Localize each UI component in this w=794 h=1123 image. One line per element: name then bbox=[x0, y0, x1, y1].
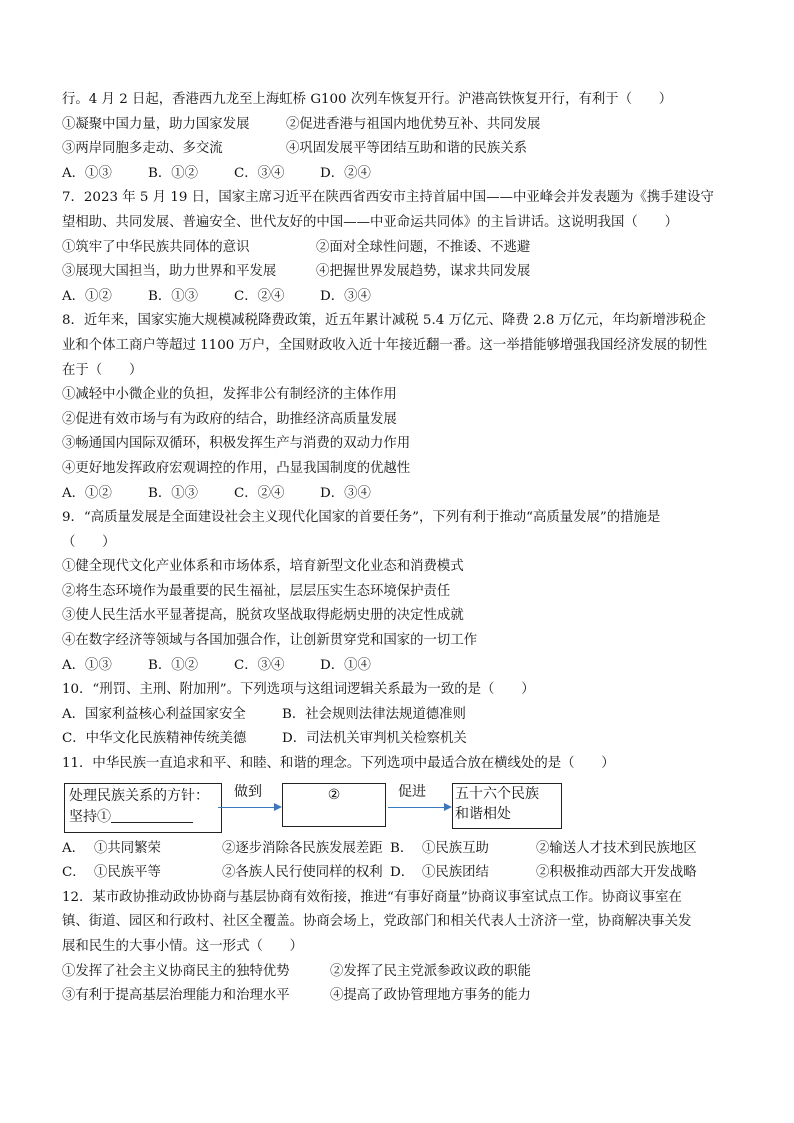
q8-stem-line3: 在于（ ） bbox=[62, 362, 143, 378]
q7-option-4: ④把握世界发展趋势，谋求共同发展 bbox=[316, 264, 531, 280]
q7-answer-a: A．①② bbox=[62, 288, 112, 304]
q7-answer-c: C．②④ bbox=[234, 288, 285, 304]
q11-arrow-1 bbox=[218, 807, 276, 808]
q12-stem-line1: 12．某市政协推动政协协商与基层协商有效衔接，推进“有事好商量”协商议事室试点工作。协商议事室在 bbox=[62, 889, 682, 905]
q11-answer-a-1: ①共同繁荣 bbox=[94, 840, 161, 856]
q8-stem-line1: 8．近年来，国家实施大规模减税降费政策，近五年累计减税 5.4 万亿元、降费 2.8 万亿元，年均新增涉税企 bbox=[62, 313, 706, 329]
q11-answer-c-key: C． bbox=[62, 865, 86, 881]
q12-stem-line2: 镇、街道、园区和行政村、社区全覆盖。协商会场上，党政部门和相关代表人士济济一堂，协商解决事关发 bbox=[62, 914, 692, 930]
q12-option-1: ①发挥了社会主义协商民主的独特优势 bbox=[62, 963, 290, 979]
q11-box-result-line2: 和谐相处 bbox=[455, 805, 511, 822]
q11-answer-c-2: ②各族人民行使同样的权利 bbox=[222, 865, 383, 881]
q6-option-4: ④巩固发展平等团结互助和谐的民族关系 bbox=[286, 141, 528, 157]
q6-options-row1 bbox=[62, 113, 742, 138]
q11-answer-b-key: B． bbox=[390, 840, 414, 856]
q8-option-3: ③畅通国内国际双循环，积极发挥生产与消费的双动力作用 bbox=[62, 436, 411, 452]
q11-answer-a-key: A． bbox=[62, 840, 86, 856]
q11-arrow-2 bbox=[388, 807, 446, 808]
q11-box-blank-2-label: ② bbox=[327, 786, 341, 803]
exam-page bbox=[62, 88, 742, 1009]
q11-answer-b-2: ②输送人才技术到民族地区 bbox=[536, 840, 697, 856]
q11-answer-d-1: ①民族团结 bbox=[422, 865, 489, 881]
q11-answers-row2 bbox=[62, 861, 742, 886]
q9-option-3: ③使人民生活水平显著提高，脱贫攻坚战取得彪炳史册的决定性成就 bbox=[62, 608, 464, 624]
q11-box-result bbox=[452, 783, 562, 829]
q6-answer-a: A．①③ bbox=[62, 165, 112, 181]
q8-stem-line2: 业和个体工商户等超过 1100 万户，全国财政收入近十年接近翻一番。这一举措能够增强我国经济发展的韧性 bbox=[62, 337, 708, 353]
q12-stem-line3: 展和民生的大事小情。这一形式（ ） bbox=[62, 939, 304, 954]
q6-option-1: ①凝聚中国力量，助力国家发展 bbox=[62, 116, 250, 132]
q11-box-result-line1: 五十六个民族 bbox=[455, 785, 539, 802]
q6-answer-b: B．①② bbox=[148, 165, 199, 181]
q11-flow-diagram bbox=[62, 781, 742, 837]
q12-options-row2 bbox=[62, 984, 742, 1009]
q9-option-1: ①健全现代文化产业体系和市场体系，培育新型文化业态和消费模式 bbox=[62, 559, 464, 575]
q11-box-policy-label: 坚持① bbox=[69, 808, 111, 825]
q10-answer-d: D．司法机关审判机关检察机关 bbox=[282, 731, 467, 747]
q11-arrow-label-2: 促进 bbox=[398, 783, 426, 800]
q11-answers-row1 bbox=[62, 837, 742, 862]
q6-answer-d: D．②④ bbox=[320, 165, 371, 181]
q10-stem: 10．“刑罚、主刑、附加刑”。下列选项与这组词逻辑关系最为一致的是（ ） bbox=[62, 682, 535, 698]
q7-options-row1 bbox=[62, 236, 742, 261]
q12-options-row1 bbox=[62, 960, 742, 985]
q10-answers-row1 bbox=[62, 703, 742, 728]
q7-answer-d: D．③④ bbox=[320, 288, 371, 304]
q12-option-3: ③有利于提高基层治理能力和治理水平 bbox=[62, 988, 290, 1004]
q11-blank-1 bbox=[111, 806, 193, 823]
q11-box-policy-line2 bbox=[69, 806, 217, 827]
q7-options-row2 bbox=[62, 260, 742, 285]
q10-answer-c: C．中华文化民族精神传统美德 bbox=[62, 731, 247, 747]
q8-answer-b: B．①③ bbox=[148, 485, 199, 501]
q7-option-3: ③展现大国担当，助力世界和平发展 bbox=[62, 264, 277, 280]
q10-answer-b: B．社会规则法律法规道德准则 bbox=[282, 706, 466, 722]
q11-answer-b-1: ①民族互助 bbox=[422, 840, 489, 856]
q8-option-4: ④更好地发挥政府宏观调控的作用，凸显我国制度的优越性 bbox=[62, 460, 411, 476]
q7-option-2: ②面对全球性问题，不推诿、不逃避 bbox=[316, 239, 531, 255]
q11-stem: 11．中华民族一直追求和平、和睦、和谐的理念。下列选项中最适合放在横线处的是（ ） bbox=[62, 756, 615, 772]
q7-stem-line2: 望相助、共同发展、普遍安全、世代友好的中国——中亚命运共同体》的主旨讲话。这说明我国（ ） bbox=[62, 214, 678, 230]
q11-answer-c-1: ①民族平等 bbox=[94, 865, 161, 881]
q11-arrow-label-1: 做到 bbox=[234, 783, 262, 800]
q8-answer-d: D．③④ bbox=[320, 485, 371, 501]
q6-options-row2 bbox=[62, 137, 742, 162]
q8-answer-c: C．②④ bbox=[234, 485, 285, 501]
q11-box-policy bbox=[64, 783, 222, 833]
q11-box-blank-2 bbox=[282, 783, 386, 827]
q9-stem-line1: 9．“高质量发展是全面建设社会主义现代化国家的首要任务”，下列有利于推动“高质量发展”的措施是 bbox=[62, 510, 661, 526]
q7-answer-b: B．①③ bbox=[148, 288, 199, 304]
q6-answer-c: C．③④ bbox=[234, 165, 285, 181]
q12-option-4: ④提高了政协管理地方事务的能力 bbox=[330, 988, 531, 1004]
q11-answer-d-key: D． bbox=[390, 865, 415, 881]
q8-answer-a: A．①② bbox=[62, 485, 112, 501]
q8-option-1: ①减轻中小微企业的负担，发挥非公有制经济的主体作用 bbox=[62, 387, 397, 403]
q9-option-4: ④在数字经济等领域与各国加强合作，让创新贯穿党和国家的一切工作 bbox=[62, 633, 478, 649]
q11-answer-d-2: ②积极推动西部大开发战略 bbox=[536, 865, 697, 881]
q7-answers bbox=[62, 285, 742, 310]
q10-answer-a: A．国家利益核心利益国家安全 bbox=[62, 706, 246, 722]
q7-stem-line1: 7．2023 年 5 月 19 日，国家主席习近平在陕西省西安市主持首届中国——中亚峰会并发表题为《携手建设守 bbox=[62, 190, 714, 206]
q11-arrowhead-2 bbox=[444, 803, 452, 811]
q8-answers bbox=[62, 482, 742, 507]
q9-option-2: ②将生态环境作为最重要的民生福祉，层层压实生态环境保护责任 bbox=[62, 583, 451, 599]
q6-answers bbox=[62, 162, 742, 187]
q11-answer-a-2: ②逐步消除各民族发展差距 bbox=[222, 840, 383, 856]
q6-option-2: ②促进香港与祖国内地优势互补、共同发展 bbox=[286, 116, 541, 132]
q9-answer-d: D．①④ bbox=[320, 657, 371, 673]
q11-box-policy-line1: 处理民族关系的方针： bbox=[69, 787, 209, 804]
q9-answer-a: A．①③ bbox=[62, 657, 112, 673]
q7-option-1: ①筑牢了中华民族共同体的意识 bbox=[62, 239, 250, 255]
q9-stem-line2: （ ） bbox=[62, 534, 116, 550]
q11-arrowhead-1 bbox=[274, 803, 282, 811]
q9-answer-b: B．①② bbox=[148, 657, 199, 673]
q10-answers-row2 bbox=[62, 727, 742, 752]
q6-option-3: ③两岸同胞多走动、多交流 bbox=[62, 141, 223, 157]
q6-stem: 行。4 月 2 日起，香港西九龙至上海虹桥 G100 次列车恢复开行。沪港高铁恢复开行，有利于（ ） bbox=[62, 92, 673, 107]
q8-option-2: ②促进有效市场与有为政府的结合，助推经济高质量发展 bbox=[62, 411, 397, 427]
q12-option-2: ②发挥了民主党派参政议政的职能 bbox=[330, 963, 531, 979]
q9-answers bbox=[62, 654, 742, 679]
q9-answer-c: C．③④ bbox=[234, 657, 285, 673]
